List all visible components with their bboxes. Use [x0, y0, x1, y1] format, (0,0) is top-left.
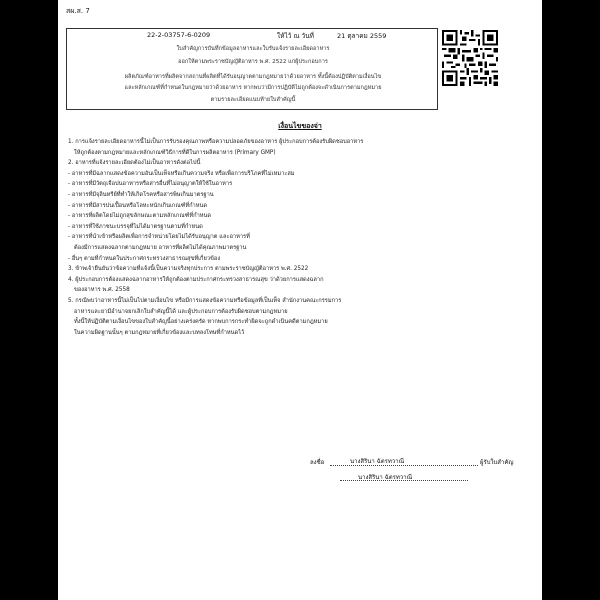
document-page [58, 0, 542, 600]
body-line: 1. การแจ้งรายละเอียดอาหารนี้ไม่เป็นการรับรองคุณภาพหรือความปลอดภัยของอาหาร ผู้ประกอบการต้องรับผิดชอบอาหาร [68, 139, 364, 145]
signer-role: ผู้รับใบสำคัญ [480, 459, 514, 466]
body-line: - อื่นๆ ตามที่กำหนดในประกาศกระทรวงสาธารณสุขที่เกี่ยวข้อง [68, 255, 221, 262]
body-line: - อาหารที่ผลิตโดยไม่ถูกสุขลักษณะตามหลักเกณฑ์ที่กำหนด [68, 213, 212, 220]
issue-date: 21 ตุลาคม 2559 [337, 32, 387, 40]
body-line: 3. ข้าพเจ้ายืนยันว่าข้อความที่แจ้งนี้เป็นความจริงทุกประการ ตามพระราชบัญญัติอาหาร พ.ศ. 2522 [68, 266, 309, 273]
registration-number: 22-2-03757-6-0209 [147, 31, 211, 39]
body-line: ทั้งนี้ให้ปฏิบัติตามเงื่อนไขของใบสำคัญนี้อย่างเคร่งครัด หากพบการกระทำผิดจะถูกดำเนินคดีตามกฎหมาย [74, 319, 328, 326]
sign-label: ลงชื่อ [310, 459, 325, 466]
header-text-4: และหลักเกณฑ์ที่กำหนดในกฎหมายว่าด้วยอาหาร หากพบว่ามีการปฏิบัติไม่ถูกต้องจะดำเนินการตามกฎหมาย [124, 85, 382, 91]
body-line: อาหารและยามีอำนาจยกเลิกใบสำคัญนี้ได้ และผู้ประกอบการต้องรับผิดชอบตามกฎหมาย [74, 308, 288, 315]
header-text-2: ออกให้ตามพระราชบัญญัติอาหาร พ.ศ. 2522 แก่ผู้ประกอบการ [178, 59, 328, 65]
signer-name-printed: นางสิรินา ฉัตรทวาณี [358, 474, 413, 481]
body-line: - อาหารที่มีจุลินทรีย์ที่ทำให้เกิดโรคหรือสารพิษเกินมาตรฐาน [68, 191, 214, 198]
body-line: 2. อาหารที่แจ้งรายละเอียดต้องไม่เป็นอาหารดังต่อไปนี้ [68, 160, 201, 167]
header-text-3: ผลิตภัณฑ์อาหารที่ผลิตจากสถานที่ผลิตที่ได้รับอนุญาตตามกฎหมายว่าด้วยอาหาร ทั้งนี้ต้องปฏิบัติตามเงื่อนไข [124, 74, 382, 80]
body-line: - อาหารที่มีฉลากแสดงข้อความอันเป็นเท็จหรือเกินความจริง หรือเพื่อการบริโภคที่ไม่เหมาะสม [68, 170, 295, 177]
body-line: ในความผิดฐานนั้นๆ ตามกฎหมายที่เกี่ยวข้องและบทลงโทษที่กำหนดไว้ [74, 329, 245, 336]
header-text-5: ตามรายละเอียดแนบท้ายใบสำคัญนี้ [210, 97, 296, 103]
header-text-1: ใบสำคัญการบันทึกข้อมูลอาหารและใบรับแจ้งรายละเอียดอาหาร [176, 46, 330, 52]
body-line: 4. ผู้ประกอบการต้องแสดงฉลากอาหารให้ถูกต้องตามประกาศกระทรวงสาธารณสุข ว่าด้วยการแสดงฉลาก [68, 276, 324, 283]
conditions-title: เงื่อนไขของจ่า [278, 122, 322, 130]
body-line: - อาหารที่มีสารปนเปื้อนหรือโลหะหนักเกินเกณฑ์ที่กำหนด [68, 202, 208, 209]
body-line: 5. กรณีพบว่าอาหารนี้ไม่เป็นไปตามเงื่อนไข หรือมีการแสดงข้อความหรือข้อมูลที่เป็นเท็จ สำนักงานคณะกรรมการ [68, 297, 342, 304]
body-line: ต้องมีการแสดงฉลากตามกฎหมาย อาหารที่ผลิตไม่ได้คุณภาพมาตรฐาน [74, 244, 247, 251]
form-code: สผ.ส. 7 [66, 7, 90, 15]
qr-code-icon [442, 30, 498, 86]
signer-name: นางสิรินา ฉัตรทวาณี [350, 458, 405, 465]
header-line1 [75, 31, 431, 41]
conditions-body [68, 137, 516, 338]
header-box [66, 28, 438, 110]
body-line: ให้ถูกต้องตามกฎหมายและหลักเกณฑ์วิธีการที่ดีในการผลิตอาหาร (Primary GMP) [74, 149, 276, 156]
body-line: - อาหารที่ใช้ภาชนะบรรจุที่ไม่ได้มาตรฐานตามที่กำหนด [68, 223, 203, 230]
body-line: ของอาหาร พ.ศ. 2558 [74, 287, 130, 294]
body-line: - อาหารที่นำเข้าหรือผลิตเพื่อการจำหน่ายโดยไม่ได้รับอนุญาต และอาหารที่ [68, 234, 250, 241]
issue-label: ให้ไว้ ณ วันที่ [277, 32, 314, 40]
body-line: - อาหารที่มีวัตถุเจือปนอาหารหรือสารอื่นที่ไม่อนุญาตให้ใช้ในอาหาร [68, 181, 233, 188]
